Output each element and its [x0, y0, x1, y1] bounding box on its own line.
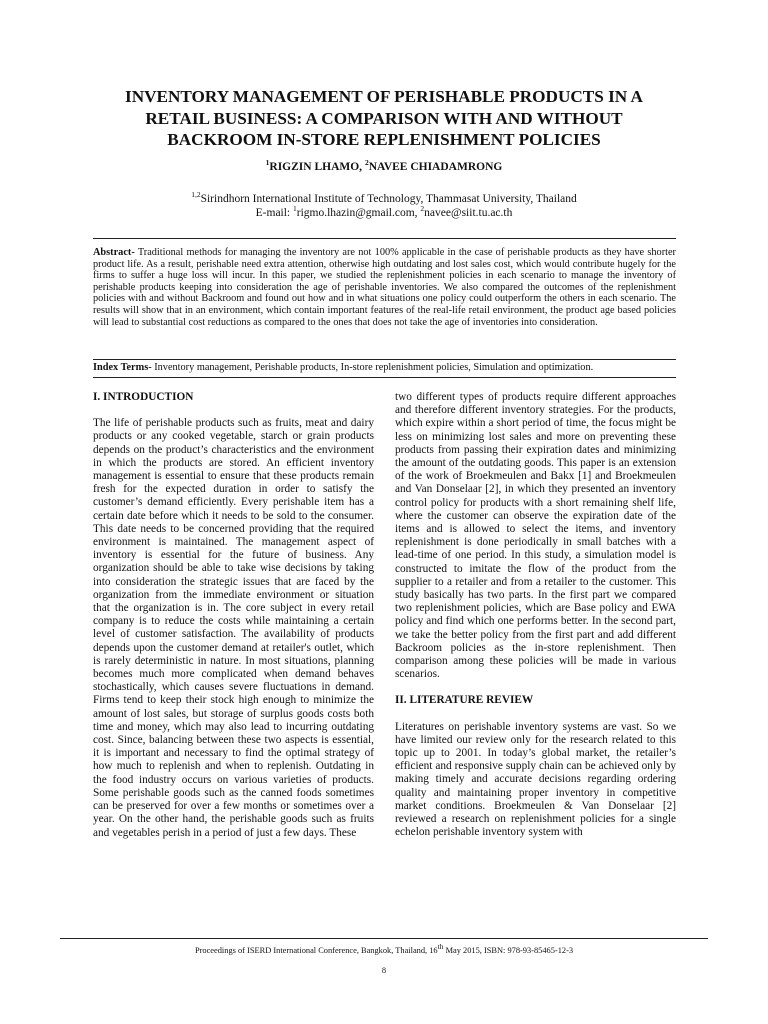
author2-superscript: 2 — [364, 158, 369, 168]
email2: navee@siit.tu.ac.th — [424, 207, 513, 219]
footer-text-end: May 2015, ISBN: 978-93-85465-12-3 — [443, 946, 574, 955]
email-prefix: E-mail: — [255, 207, 294, 219]
email2-superscript: 2 — [420, 204, 425, 214]
title-line-3: BACKROOM IN-STORE REPLENISHMENT POLICIES — [167, 130, 601, 149]
affiliation-text: Sirindhorn International Institute of Technology, Thammasat University, Thailand — [200, 193, 577, 205]
index-terms — [93, 362, 676, 374]
title-line-1: INVENTORY MANAGEMENT OF PERISHABLE PRODUCTS IN A — [125, 87, 643, 106]
affiliation-line — [90, 192, 678, 206]
footer-superscript: th — [437, 942, 444, 952]
author1-superscript: 1 — [265, 158, 270, 168]
footer-proceedings — [60, 942, 708, 956]
index-terms-text: Inventory management, Perishable products, In-store replenishment policies, Simulation and optimization. — [151, 362, 594, 373]
abstract-text: Traditional methods for managing the inventory are not 100% applicable in the case of perishable products as they have shorter product life. As a result, perishable need extra attention, otherwise high outdating and lost sales cost, which would contribute hugely for the firms to suffer a huge loss will incur. In this paper, we studied the replenishment policies in each scenario to manage the inventory of perishable products keeping into consideration the age of perishable inventories. We also compared the outcomes of the replenishment policies with and without Backroom and found out how and in what situations one policy could outperform the others in each scenario. The results will show that in an environment, which contain important features of the real-life retail environment, the product age based policies will lead to substantial cost reductions as compared to the ones that does not take the age of inventories into consideration. — [93, 247, 676, 328]
left-column — [93, 391, 374, 840]
introduction-paragraph: The life of perishable products such as fruits, meat and dairy products or any cooked vegetable, starch or grain products depends on the product’s characteristics and the environment in which the products are stored. An efficient inventory management is essential to ensure that these products remain fresh for the expected duration in order to satisfy the customer’s demand efficiently. Every perishable item has a certain date before which it needs to be sold to the consumer. This date needs to be concerned providing that the required environment is maintained. The management aspect of inventory is essential for the future of business. Any organization should be able to take wise decisions by taking into consideration the strategic issues that are faced by the organization from the immediate environment or situation that the organization is in. The core subject in every retail company is to reduce the costs while maintaining a certain level of customer satisfaction. The availability of products depends upon the customer demand at retailer's outlet, which is rarely deterministic in nature. In most situations, planning becomes much more complicated when demand behaves stochastically, which causes severe fluctuations in demand. Firms tend to keep their stock high enough to minimize the amount of lost sales, but storage of surplus goods costs both time and money, which may also lead to incurring outdating cost. Since, balancing between these two aspects is essential, it is important and necessary to find the optimal strategy of how much to replenish and when to replenish. Outdating in the food industry occurs on various varieties of products. Some perishable goods such as the canned foods sometimes can be preserved for over a few months or sometimes over a year. On the other hand, the perishable goods such as fruits and vegetables perish in a period of just a few days. These — [93, 417, 374, 839]
right-column — [395, 391, 676, 840]
abstract-top-rule — [93, 238, 676, 239]
email-line — [90, 206, 678, 220]
abstract-label: Abstract- — [93, 247, 135, 258]
email1: rigmo.lhazin@gmail.com, — [296, 207, 421, 219]
index-terms-label: Index Terms- — [93, 362, 152, 373]
footer-rule — [60, 938, 708, 939]
author2-name: NAVEE CHIADAMRONG — [368, 161, 503, 173]
affiliation-superscript: 1,2 — [191, 190, 201, 200]
affiliation-block — [90, 192, 678, 220]
literature-review-paragraph: Literatures on perishable inventory systems are vast. So we have limited our review only for the research related to this topic up to 2001. In today’s global market, the retailer’s efficient and responsive supply chain can be achieved only by making timely and accurate decisions regarding ordering quality and maintaining proper inventory in competitive market conditions. Broekmeulen & Van Donselaar [2] reviewed a research on replenishment policies for a single echelon perishable inventory system with — [395, 720, 676, 839]
author-line — [90, 160, 678, 174]
abstract — [93, 247, 676, 328]
page-number: 8 — [381, 966, 387, 975]
title-line-2: RETAIL BUSINESS: A COMPARISON WITH AND WITHOUT — [145, 108, 623, 128]
index-terms-bottom-rule — [93, 377, 676, 378]
author1-name: RIGZIN LHAMO, — [269, 161, 365, 173]
section-heading-introduction: I. INTRODUCTION — [93, 391, 194, 403]
introduction-paragraph-continued: two different types of products require different approaches and therefore different inventory strategies. For the products, which expire within a short period of time, the focus might be less on minimizing lost sales and more on preventing these products from passing their expiration dates and minimizing the amount of the outdating goods. This paper is an extension of the work of Broekmeulen and Bakx [1] and Broekmeulen and Van Donselaar [2], in which they presented an inventory control policy for products with a short remaining shelf life, where the customer can observe the expiration date of the items and is allowed to select the items, and inventory replenishment is done periodically in small batches with a lead-time of one period. In this study, a simulation model is constructed to imitate the flow of the product from the supplier to a retailer and from a retailer to the customer. This study basically has two parts. In the first part we compared two replenishment policies, which are Base policy and EWA policy and find which one performs better. In the second part, we take the better policy from the first part and add different Backroom policies as the in-store replenishment. Then comparison among these policies will be made in various scenarios. — [395, 391, 676, 681]
footer-text-start: Proceedings of ISERD International Conference, Bangkok, Thailand, 16 — [194, 946, 438, 955]
paper-title — [90, 86, 678, 151]
section-heading-literature-review: II. LITERATURE REVIEW — [395, 694, 534, 707]
index-terms-top-rule — [93, 359, 676, 360]
email1-superscript: 1 — [293, 204, 297, 214]
